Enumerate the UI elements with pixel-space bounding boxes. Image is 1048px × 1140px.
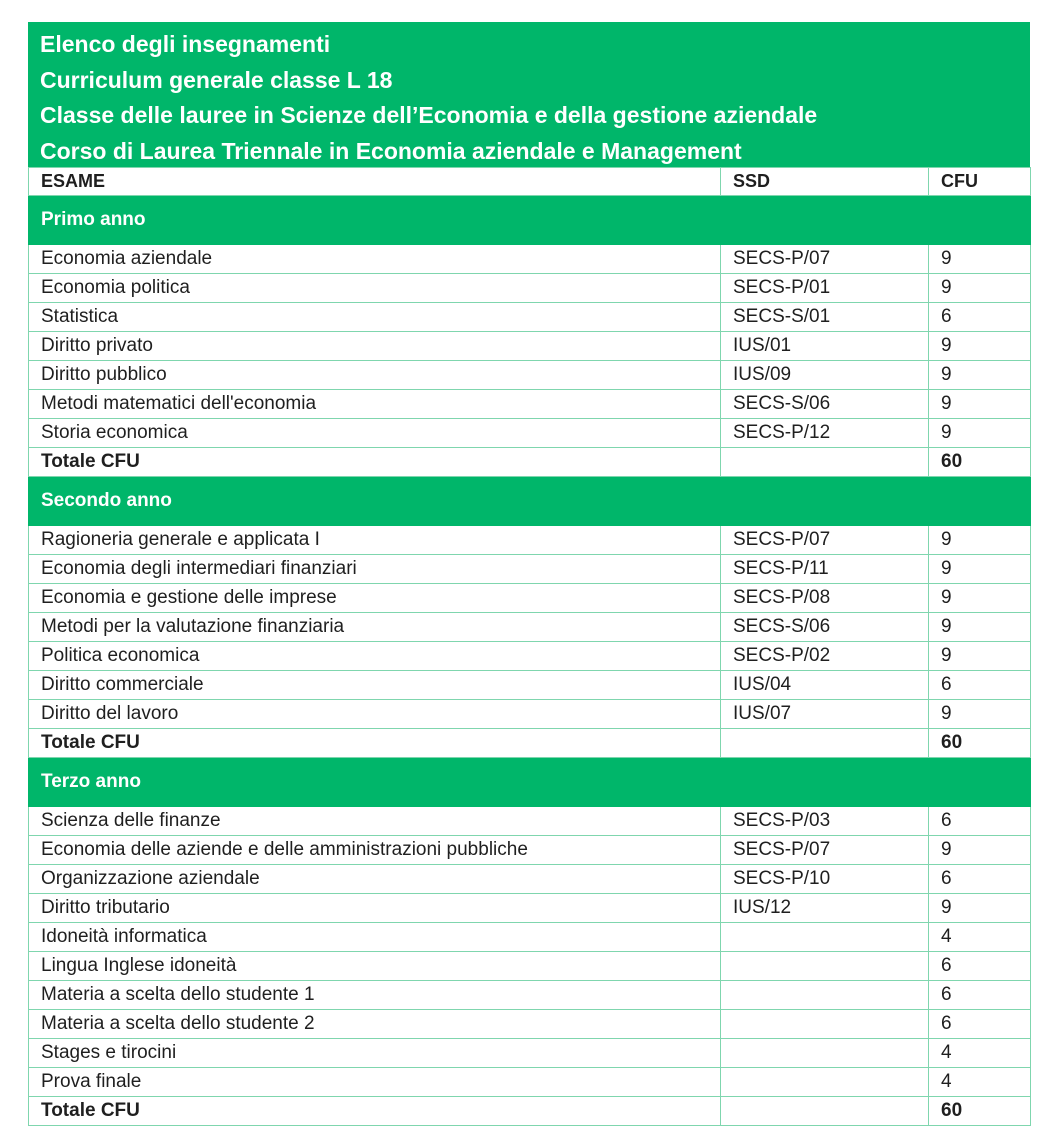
exam-name: Prova finale [29, 1068, 721, 1097]
total-ssd-empty [721, 729, 929, 758]
table-row [29, 390, 1031, 419]
total-value: 60 [929, 1097, 1031, 1126]
table-row [29, 981, 1031, 1010]
ssd-code [721, 1068, 929, 1097]
table-row [29, 303, 1031, 332]
ssd-code: SECS-S/01 [721, 303, 929, 332]
ssd-code: SECS-S/06 [721, 390, 929, 419]
section-header-row [29, 196, 1031, 245]
table-row [29, 1010, 1031, 1039]
exam-table [28, 167, 1031, 1126]
cfu-value: 9 [929, 361, 1031, 390]
ssd-code: SECS-P/10 [721, 865, 929, 894]
ssd-code [721, 981, 929, 1010]
cfu-value: 6 [929, 807, 1031, 836]
cfu-value: 9 [929, 613, 1031, 642]
cfu-value: 9 [929, 642, 1031, 671]
table-row [29, 584, 1031, 613]
exam-name: Scienza delle finanze [29, 807, 721, 836]
exam-name: Politica economica [29, 642, 721, 671]
ssd-code [721, 1010, 929, 1039]
cfu-value: 9 [929, 526, 1031, 555]
exam-name: Diritto tributario [29, 894, 721, 923]
exam-name: Ragioneria generale e applicata I [29, 526, 721, 555]
cfu-value: 4 [929, 923, 1031, 952]
section-header-row [29, 477, 1031, 526]
ssd-code: SECS-P/07 [721, 526, 929, 555]
header-course: Corso di Laurea Triennale in Economia aziendale e Management [40, 137, 742, 164]
exam-name: Diritto del lavoro [29, 700, 721, 729]
table-row [29, 419, 1031, 448]
exam-name: Economia delle aziende e delle amministrazioni pubbliche [29, 836, 721, 865]
ssd-code: SECS-P/12 [721, 419, 929, 448]
exam-name: Organizzazione aziendale [29, 865, 721, 894]
header-title: Elenco degli insegnamenti [40, 31, 331, 57]
total-label: Totale CFU [29, 1097, 721, 1126]
cfu-value: 9 [929, 700, 1031, 729]
cfu-value: 6 [929, 303, 1031, 332]
table-row [29, 671, 1031, 700]
ssd-code: IUS/01 [721, 332, 929, 361]
exam-name: Economia degli intermediari finanziari [29, 555, 721, 584]
total-label: Totale CFU [29, 448, 721, 477]
table-row [29, 555, 1031, 584]
table-row [29, 642, 1031, 671]
cfu-value: 6 [929, 1010, 1031, 1039]
cfu-value: 9 [929, 555, 1031, 584]
exam-name: Stages e tirocini [29, 1039, 721, 1068]
ssd-code: SECS-P/07 [721, 245, 929, 274]
total-row [29, 448, 1031, 477]
cfu-value: 4 [929, 1068, 1031, 1097]
header-curriculum: Curriculum generale classe L 18 [40, 66, 393, 93]
table-row [29, 1068, 1031, 1097]
ssd-code: SECS-P/01 [721, 274, 929, 303]
section-header-row [29, 758, 1031, 807]
section-title: Primo anno [29, 196, 1031, 245]
ssd-code: SECS-P/02 [721, 642, 929, 671]
total-row [29, 729, 1031, 758]
ssd-code [721, 923, 929, 952]
section-title: Terzo anno [29, 758, 1031, 807]
exam-name: Metodi matematici dell'economia [29, 390, 721, 419]
cfu-value: 9 [929, 584, 1031, 613]
table-row [29, 613, 1031, 642]
exam-name: Materia a scelta dello studente 2 [29, 1010, 721, 1039]
table-row [29, 865, 1031, 894]
table-row [29, 1039, 1031, 1068]
exam-name: Diritto privato [29, 332, 721, 361]
table-row [29, 274, 1031, 303]
ssd-code [721, 952, 929, 981]
column-header-ssd: SSD [721, 168, 929, 196]
table-row [29, 952, 1031, 981]
column-header-esame: ESAME [29, 168, 721, 196]
ssd-code: IUS/12 [721, 894, 929, 923]
exam-name: Diritto pubblico [29, 361, 721, 390]
ssd-code: SECS-P/11 [721, 555, 929, 584]
exam-name: Economia aziendale [29, 245, 721, 274]
exam-name: Diritto commerciale [29, 671, 721, 700]
header-class: Classe delle lauree in Scienze dell’Economia e della gestione aziendale [40, 102, 818, 128]
table-row [29, 836, 1031, 865]
total-ssd-empty [721, 1097, 929, 1126]
exam-name: Statistica [29, 303, 721, 332]
table-row [29, 923, 1031, 952]
column-header-cfu: CFU [929, 168, 1031, 196]
cfu-value: 9 [929, 274, 1031, 303]
exam-name: Idoneità informatica [29, 923, 721, 952]
ssd-code: IUS/04 [721, 671, 929, 700]
exam-name: Economia e gestione delle imprese [29, 584, 721, 613]
exam-name: Materia a scelta dello studente 1 [29, 981, 721, 1010]
table-row [29, 700, 1031, 729]
total-value: 60 [929, 729, 1031, 758]
total-ssd-empty [721, 448, 929, 477]
document-header [28, 22, 1030, 167]
ssd-code [721, 1039, 929, 1068]
ssd-code: IUS/07 [721, 700, 929, 729]
cfu-value: 9 [929, 836, 1031, 865]
table-row [29, 332, 1031, 361]
total-label: Totale CFU [29, 729, 721, 758]
total-row [29, 1097, 1031, 1126]
cfu-value: 6 [929, 981, 1031, 1010]
exam-name: Metodi per la valutazione finanziaria [29, 613, 721, 642]
table-row [29, 526, 1031, 555]
ssd-code: SECS-P/07 [721, 836, 929, 865]
column-header-row [29, 168, 1031, 196]
cfu-value: 9 [929, 332, 1031, 361]
ssd-code: SECS-P/03 [721, 807, 929, 836]
cfu-value: 9 [929, 245, 1031, 274]
cfu-value: 6 [929, 952, 1031, 981]
table-row [29, 245, 1031, 274]
cfu-value: 9 [929, 390, 1031, 419]
section-title: Secondo anno [29, 477, 1031, 526]
cfu-value: 6 [929, 671, 1031, 700]
exam-name: Lingua Inglese idoneità [29, 952, 721, 981]
exam-name: Economia politica [29, 274, 721, 303]
exam-name: Storia economica [29, 419, 721, 448]
curriculum-document [28, 22, 1030, 1126]
cfu-value: 4 [929, 1039, 1031, 1068]
table-row [29, 894, 1031, 923]
cfu-value: 9 [929, 894, 1031, 923]
ssd-code: SECS-S/06 [721, 613, 929, 642]
cfu-value: 9 [929, 419, 1031, 448]
table-row [29, 361, 1031, 390]
ssd-code: SECS-P/08 [721, 584, 929, 613]
table-row [29, 807, 1031, 836]
total-value: 60 [929, 448, 1031, 477]
cfu-value: 6 [929, 865, 1031, 894]
ssd-code: IUS/09 [721, 361, 929, 390]
